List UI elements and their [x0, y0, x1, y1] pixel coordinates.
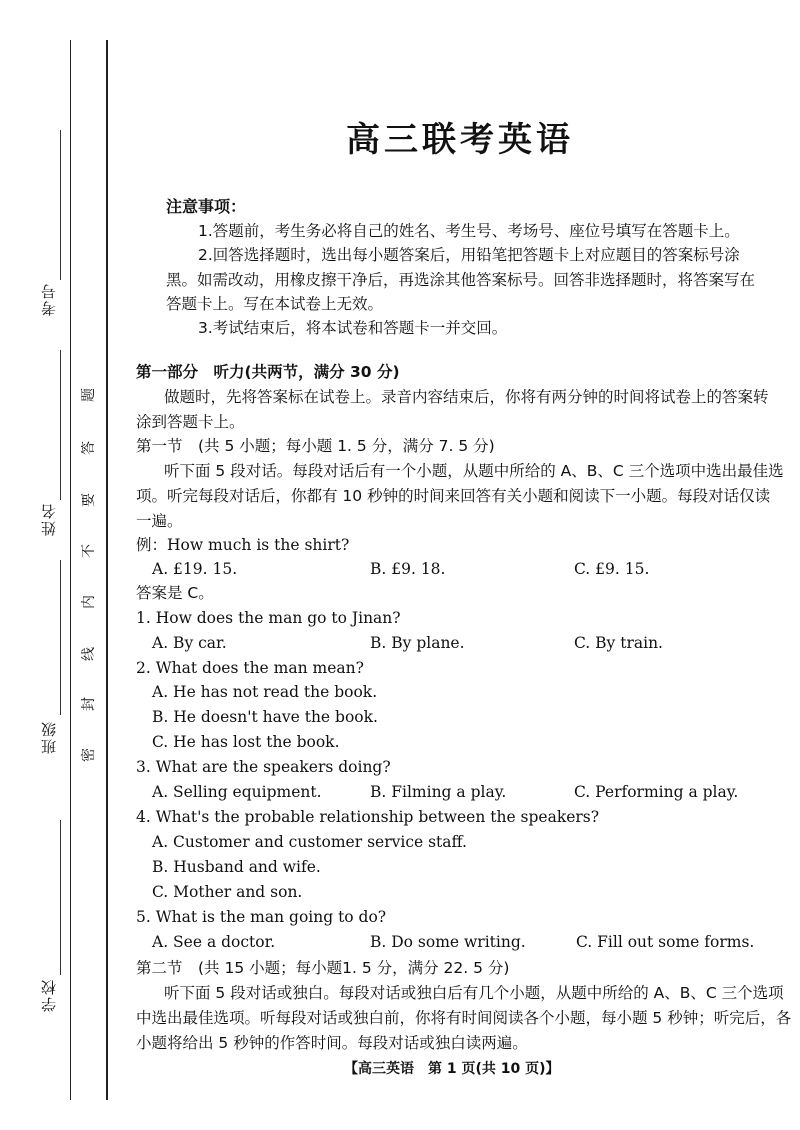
seal-char: 封	[81, 697, 97, 711]
q5-option-c: C. Fill out some forms.	[576, 933, 755, 951]
page-title: 高三联考英语	[346, 120, 574, 160]
question-5: 5. What is the man going to do?	[136, 908, 387, 926]
section1-instructions-cont: 一遍。	[136, 512, 183, 530]
question-3: 3. What are the speakers doing?	[136, 758, 391, 776]
school-label: 学校	[40, 978, 58, 1012]
q4-option-a: A. Customer and customer service staff.	[152, 833, 467, 851]
q4-option-c: C. Mother and son.	[152, 883, 303, 901]
q1-option-a: A. By car.	[152, 634, 227, 652]
q4-option-b: B. Husband and wife.	[152, 858, 321, 876]
binding-line-outer	[70, 40, 71, 1100]
example-option-c: C. £9. 15.	[574, 560, 650, 578]
seal-char: 不	[81, 544, 97, 558]
part1-heading: 第一部分 听力(共两节，满分 30 分)	[136, 363, 400, 381]
name-blank	[60, 350, 61, 500]
class-blank	[60, 560, 61, 715]
class-label: 班级	[40, 720, 58, 754]
name-label: 姓名	[40, 502, 58, 536]
question-2: 2. What does the man mean?	[136, 659, 364, 677]
school-blank	[60, 820, 61, 975]
section1-instructions-cont: 项。听完每段对话后，你都有 10 秒钟的时间来回答有关小题和阅读下一小题。每段对话仅读	[136, 487, 771, 505]
section1-instructions: 听下面 5 段对话。每段对话后有一个小题，从题中所给的 A、B、C 三个选项中选出最佳选	[164, 462, 784, 480]
example-option-a: A. £19. 15.	[152, 560, 238, 578]
seal-char: 内	[81, 595, 97, 609]
q1-option-b: B. By plane.	[370, 634, 465, 652]
exam-number-blank	[60, 130, 61, 280]
notice-heading: 注意事项：	[166, 197, 247, 216]
seal-char: 密	[81, 748, 97, 762]
q3-option-b: B. Filming a play.	[370, 783, 507, 801]
seal-char: 线	[81, 647, 97, 661]
notice-item-2-cont: 黑。如需改动，用橡皮擦干净后，再选涂其他答案标号。回答非选择题时，将答案写在	[166, 271, 756, 289]
seal-char: 要	[81, 493, 97, 507]
notice-item-1: 1.答题前，考生务必将自己的姓名、考生号、考场号、座位号填写在答题卡上。	[198, 222, 740, 240]
example-answer: 答案是 C。	[136, 584, 214, 602]
q2-option-c: C. He has lost the book.	[152, 733, 340, 751]
q3-option-c: C. Performing a play.	[574, 783, 739, 801]
example-question: 例：How much is the shirt?	[136, 536, 350, 554]
q3-option-a: A. Selling equipment.	[152, 783, 322, 801]
seal-char: 答	[81, 441, 97, 455]
notice-item-3: 3.考试结束后，将本试卷和答题卡一并交回。	[198, 319, 508, 337]
section2-instructions-cont: 小题将给出 5 秒钟的作答时间。每段对话或独白读两遍。	[136, 1034, 528, 1052]
q5-option-a: A. See a doctor.	[152, 933, 276, 951]
question-1: 1. How does the man go to Jinan?	[136, 609, 401, 627]
page-footer: 【高三英语 第 1 页(共 10 页)】	[344, 1061, 560, 1077]
q2-option-a: A. He has not read the book.	[152, 683, 378, 701]
section2-instructions-cont: 中选出最佳选项。听每段对话或独白前，你将有时间阅读各个小题，每小题 5 秒钟；听完后，各	[136, 1009, 792, 1027]
part1-intro: 做题时，先将答案标在试卷上。录音内容结束后，你将有两分钟的时间将试卷上的答案转	[164, 388, 769, 406]
example-option-b: B. £9. 18.	[370, 560, 446, 578]
q1-option-c: C. By train.	[574, 634, 663, 652]
binding-line-inner	[106, 40, 108, 1100]
question-4: 4. What's the probable relationship between the speakers?	[136, 808, 600, 826]
q2-option-b: B. He doesn't have the book.	[152, 708, 378, 726]
seal-char: 题	[81, 388, 97, 402]
section2-heading: 第二节 (共 15 小题；每小题1. 5 分，满分 22. 5 分)	[136, 959, 510, 977]
section2-instructions: 听下面 5 段对话或独白。每段对话或独白后有几个小题，从题中所给的 A、B、C 三个选项	[164, 984, 784, 1002]
exam-number-label: 考号	[40, 282, 58, 316]
q5-option-b: B. Do some writing.	[370, 933, 526, 951]
notice-item-2-cont: 答题卡上。写在本试卷上无效。	[166, 295, 384, 313]
section1-heading: 第一节 (共 5 小题；每小题 1. 5 分，满分 7. 5 分)	[136, 437, 495, 455]
part1-intro-cont: 涂到答题卡上。	[136, 413, 245, 431]
notice-item-2: 2.回答选择题时，选出每小题答案后，用铅笔把答题卡上对应题目的答案标号涂	[198, 246, 740, 264]
